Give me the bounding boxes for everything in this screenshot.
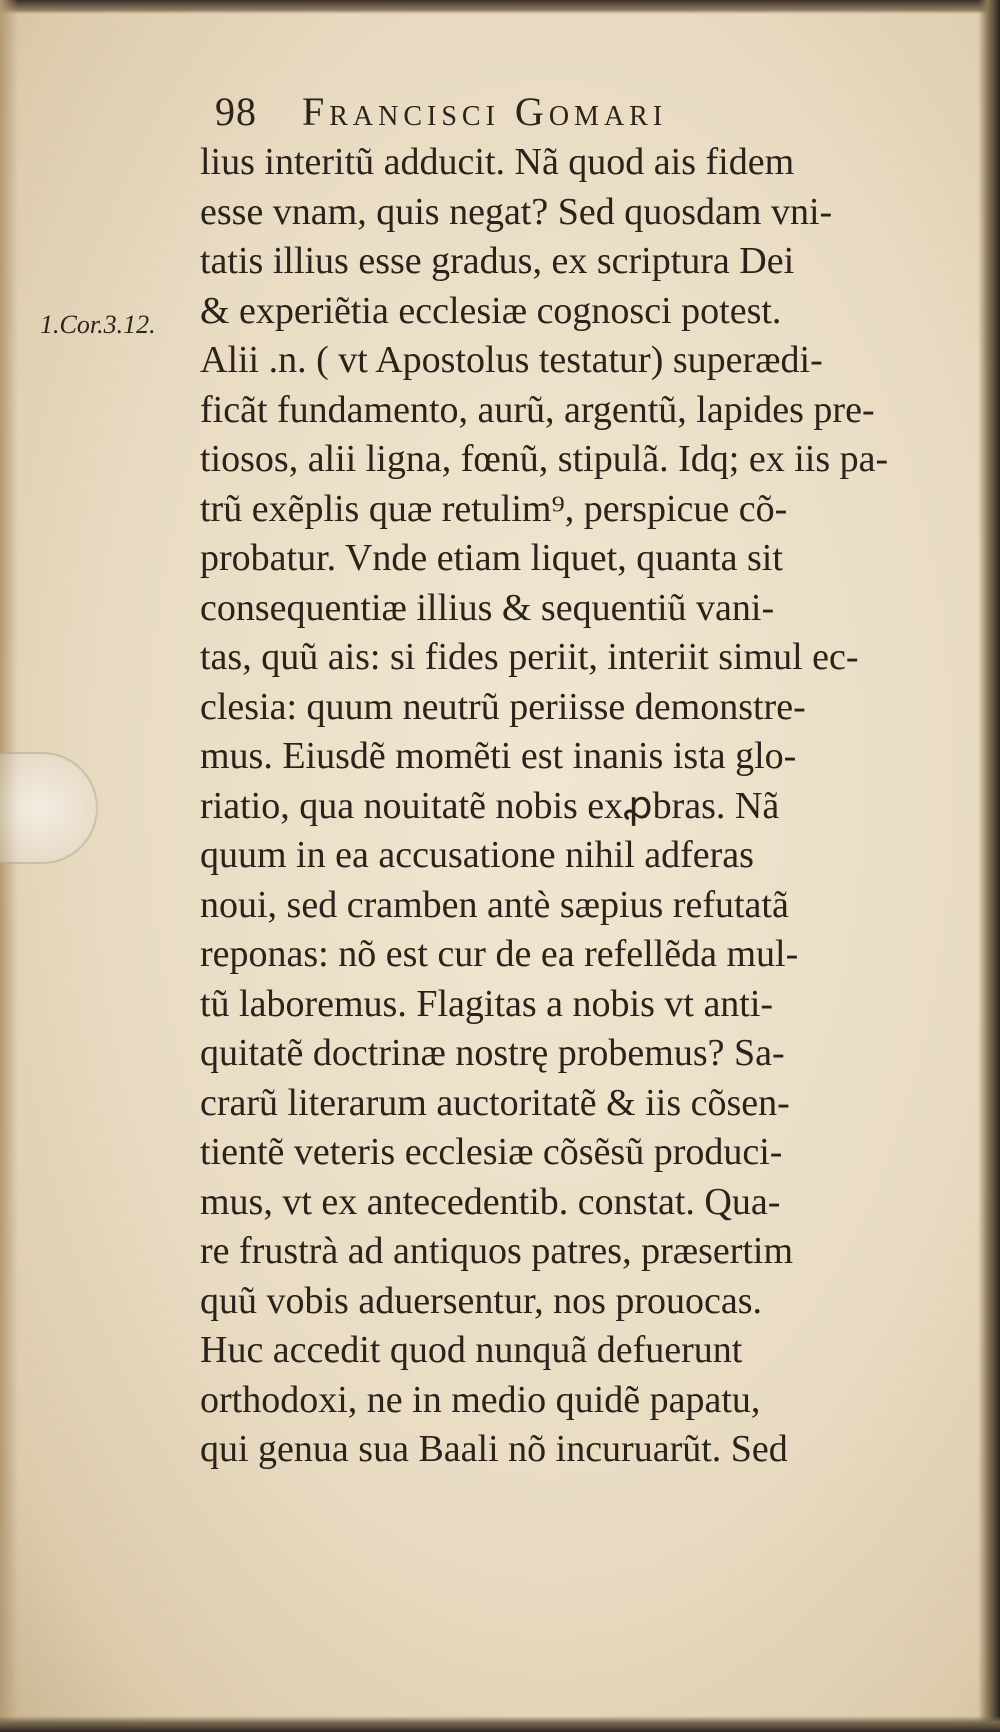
text-line: trũ exẽplis quæ retulim⁹, perspicue cõ- — [200, 487, 788, 530]
text-line: quitatẽ doctrinæ nostrę probemus? Sa- — [200, 1032, 785, 1074]
text-line: orthodoxi, ne in medio quidẽ papatu, — [200, 1378, 761, 1421]
text-line: consequentiæ illius & sequentiũ vani- — [200, 586, 775, 629]
text-line: tũ laboremus. Flagitas a nobis vt anti- — [200, 982, 774, 1025]
page-left-edge — [0, 0, 18, 1732]
text-line: quũ vobis aduersentur, nos prouocas. — [200, 1279, 763, 1322]
page-bottom-edge — [0, 1716, 1000, 1732]
text-line: mus. Eiusdẽ momẽti est inanis ista glo- — [200, 735, 797, 777]
text-line: Alii .n. ( vt Apostolus testatur) superædi- — [200, 339, 823, 381]
page-number: 98 — [215, 89, 257, 134]
text-line: probatur. Vnde etiam liquet, quanta sit — [200, 537, 783, 579]
text-line: tatis illius esse gradus, ex scriptura Dei — [200, 240, 795, 282]
body-text — [200, 138, 940, 1475]
running-header — [215, 88, 875, 138]
text-line: reponas: nõ est cur de ea refellẽda mul- — [200, 933, 799, 975]
text-line: noui, sed cramben antè sæpius refutatã — [200, 883, 789, 926]
text-line: ficãt fundamento, aurũ, argentũ, lapides pre- — [200, 388, 875, 431]
text-line: tas, quũ ais: si fides periit, interiit simul ec- — [200, 636, 859, 678]
text-line: esse vnam, quis negat? Sed quosdam vni- — [200, 190, 833, 233]
text-line: re frustrà ad antiquos patres, præsertim — [200, 1230, 794, 1272]
text-line: mus, vt ex antecedentib. constat. Qua- — [200, 1180, 781, 1223]
page-top-edge — [0, 0, 1000, 14]
page-right-edge — [978, 0, 1000, 1732]
text-line: crarũ literarum auctoritatẽ & iis cõsen- — [200, 1081, 790, 1124]
text-line: & experiẽtia ecclesiæ cognosci potest. — [200, 289, 782, 332]
text-line: Huc accedit quod nunquã defuerunt — [200, 1329, 743, 1371]
text-line: riatio, qua nouitatẽ nobis exꝓbras. Nã — [200, 784, 780, 827]
text-line: tiosos, alii ligna, fœnũ, stipulã. Idq; ex iis pa- — [200, 438, 889, 480]
glare-mark — [0, 752, 98, 864]
marginal-note: 1.Cor.3.12. — [40, 310, 156, 339]
text-line: tientẽ veteris ecclesiæ cõsẽsũ produci- — [200, 1131, 783, 1173]
running-title: Francisci Gomari — [302, 89, 668, 134]
text-line: qui genua sua Baali nõ incuruarũt. Sed — [200, 1428, 788, 1470]
text-line: quum in ea accusatione nihil adferas — [200, 834, 754, 876]
text-line: lius interitũ adducit. Nã quod ais fidem — [200, 141, 795, 183]
text-line: clesia: quum neutrũ periisse demonstre- — [200, 685, 806, 728]
